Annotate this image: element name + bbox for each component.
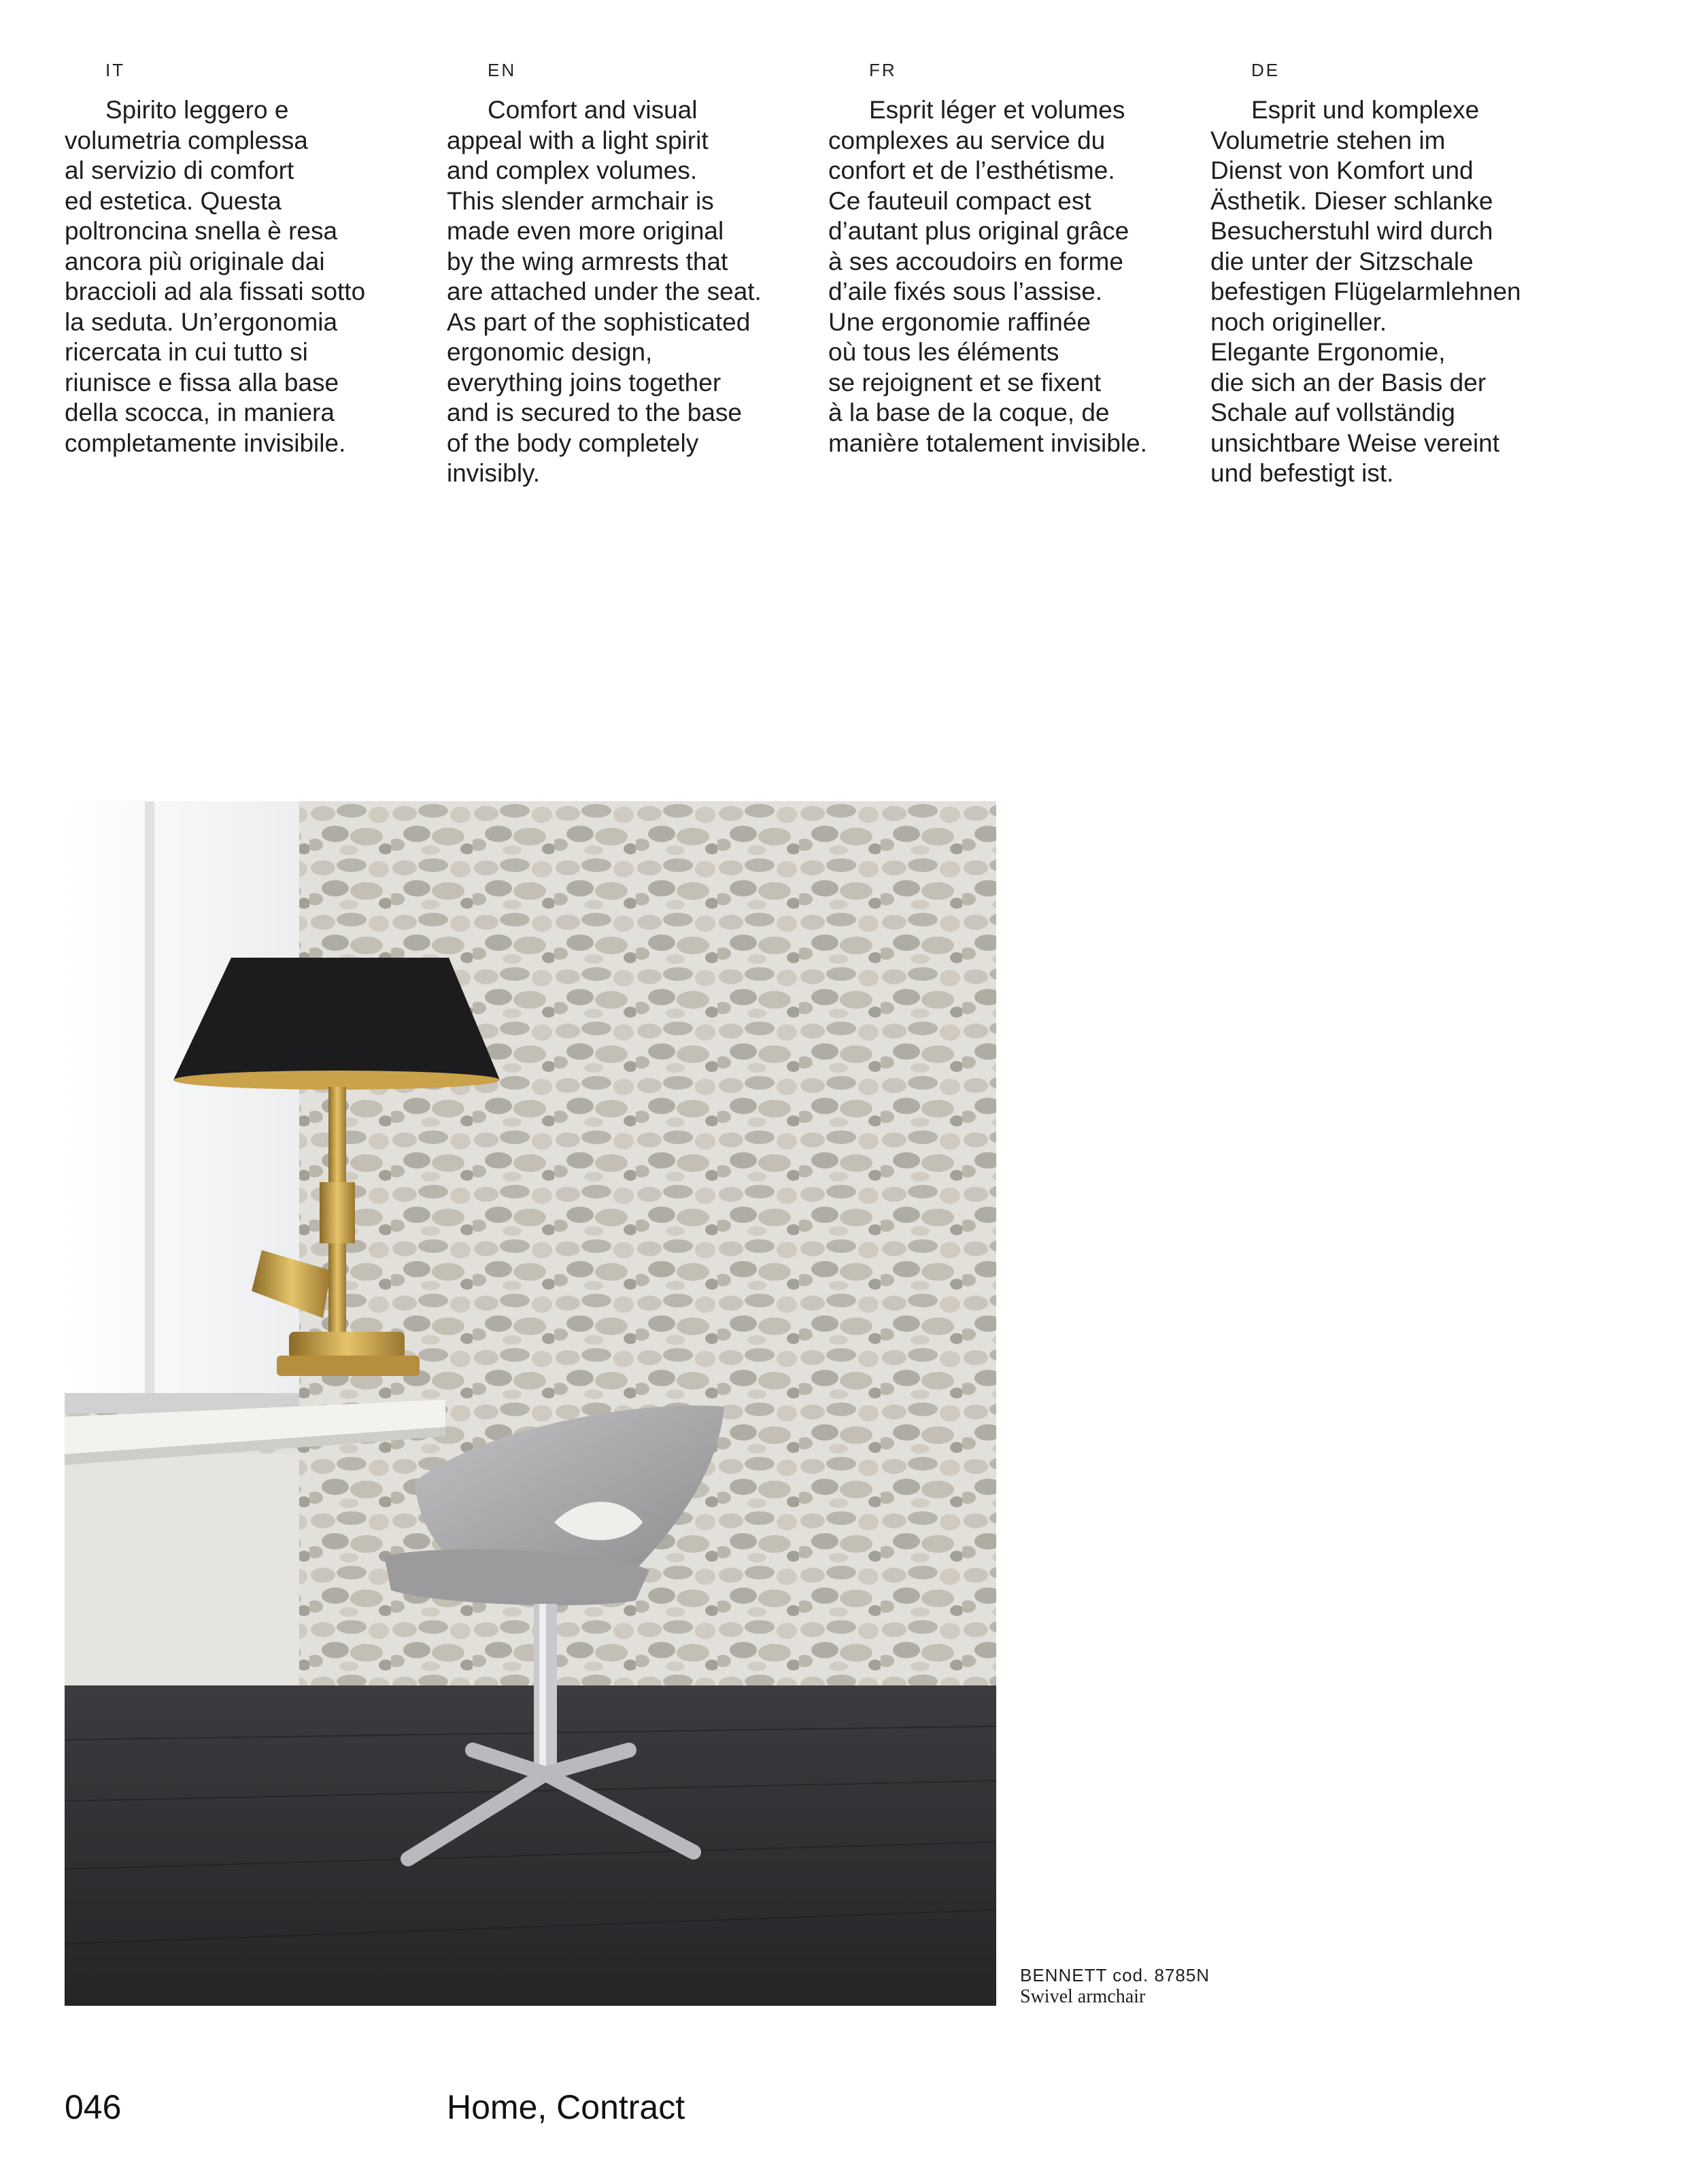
text-line: al servizio di comfort bbox=[65, 156, 294, 184]
column-text bbox=[65, 95, 445, 458]
text-line: This slender armchair is bbox=[447, 186, 714, 215]
column-text bbox=[447, 95, 828, 489]
text-line: d’autant plus original grâce bbox=[828, 217, 1130, 245]
text-line: à la base de la coque, de bbox=[828, 399, 1110, 426]
text-line: della scocca, in maniera bbox=[65, 399, 335, 426]
text-line: Comfort and visual bbox=[488, 96, 698, 124]
text-line: se rejoignent et se fixent bbox=[828, 368, 1102, 397]
text-line: die sich an der Basis der bbox=[1210, 368, 1487, 397]
column-en bbox=[447, 58, 828, 489]
section-title: Home, Contract bbox=[447, 2088, 685, 2126]
text-line: à ses accoudoirs en forme bbox=[828, 247, 1123, 275]
page-number: 046 bbox=[65, 2088, 122, 2126]
text-line: ed estetica. Questa bbox=[65, 186, 282, 215]
photo-caption bbox=[1020, 1964, 1210, 2008]
language-label: FR bbox=[869, 60, 897, 80]
language-label: EN bbox=[488, 60, 517, 80]
text-line: Ce fauteuil compact est bbox=[828, 186, 1091, 215]
text-line: invisibly. bbox=[447, 459, 541, 487]
text-line: Esprit léger et volumes bbox=[869, 96, 1125, 124]
text-line: are attached under the seat. bbox=[447, 278, 762, 305]
text-line: Dienst von Komfort und bbox=[1210, 156, 1474, 184]
text-line: braccioli ad ala fissati sotto bbox=[65, 278, 366, 305]
text-line: die unter der Sitzschale bbox=[1210, 247, 1474, 275]
product-description: Swivel armchair bbox=[1020, 1986, 1146, 2007]
text-line: confort et de l’esthétisme. bbox=[828, 156, 1115, 184]
text-line: volumetria complessa bbox=[65, 126, 308, 154]
text-line: Schale auf vollständig bbox=[1210, 399, 1455, 426]
text-line: As part of the sophisticated bbox=[447, 307, 751, 336]
text-line: Besucherstuhl wird durch bbox=[1210, 217, 1493, 245]
text-line: poltroncina snella è resa bbox=[65, 217, 338, 245]
text-line: complexes au service du bbox=[828, 126, 1106, 154]
text-line: unsichtbare Weise vereint bbox=[1210, 429, 1500, 457]
text-line: d’aile fixés sous l’assise. bbox=[828, 278, 1103, 305]
text-line: Spirito leggero e bbox=[105, 96, 289, 124]
text-line: everything joins together bbox=[447, 368, 721, 397]
text-line: Volumetrie stehen im bbox=[1210, 126, 1446, 154]
text-line: ancora più originale dai bbox=[65, 247, 325, 275]
text-line: riunisce e fissa alla base bbox=[65, 368, 339, 397]
window bbox=[65, 801, 299, 1400]
text-line: and complex volumes. bbox=[447, 156, 698, 184]
text-line: manière totalement invisible. bbox=[828, 429, 1147, 457]
text-line: made even more original bbox=[447, 217, 724, 245]
text-line: appeal with a light spirit bbox=[447, 126, 709, 154]
column-de bbox=[1210, 58, 1591, 489]
text-line: of the body completely bbox=[447, 429, 699, 457]
text-line: und befestigt ist. bbox=[1210, 459, 1394, 487]
text-line: completamente invisibile. bbox=[65, 429, 346, 457]
text-line: Elegante Ergonomie, bbox=[1210, 338, 1446, 366]
language-label: IT bbox=[105, 60, 126, 80]
product-code: BENNETT cod. 8785N bbox=[1020, 1965, 1210, 1985]
text-line: où tous les éléments bbox=[828, 338, 1059, 366]
text-line: Esprit und komplexe bbox=[1251, 96, 1480, 124]
column-text bbox=[828, 95, 1209, 458]
text-line: la seduta. Un’ergonomia bbox=[65, 307, 338, 336]
column-text bbox=[1210, 95, 1591, 489]
text-line: befestigen Flügelarmlehnen bbox=[1210, 278, 1521, 305]
text-line: and is secured to the base bbox=[447, 399, 743, 426]
text-line: by the wing armrests that bbox=[447, 247, 728, 275]
product-photo bbox=[65, 801, 996, 2006]
text-line: Une ergonomie raffinée bbox=[828, 307, 1091, 336]
language-label: DE bbox=[1251, 60, 1280, 80]
text-line: ergonomic design, bbox=[447, 338, 653, 366]
column-fr bbox=[828, 58, 1209, 458]
text-line: noch origineller. bbox=[1210, 307, 1387, 336]
interior-scene-illustration bbox=[65, 801, 996, 2006]
text-line: Ästhetik. Dieser schlanke bbox=[1210, 186, 1493, 215]
column-it bbox=[65, 58, 445, 458]
text-line: ricercata in cui tutto si bbox=[65, 338, 308, 366]
